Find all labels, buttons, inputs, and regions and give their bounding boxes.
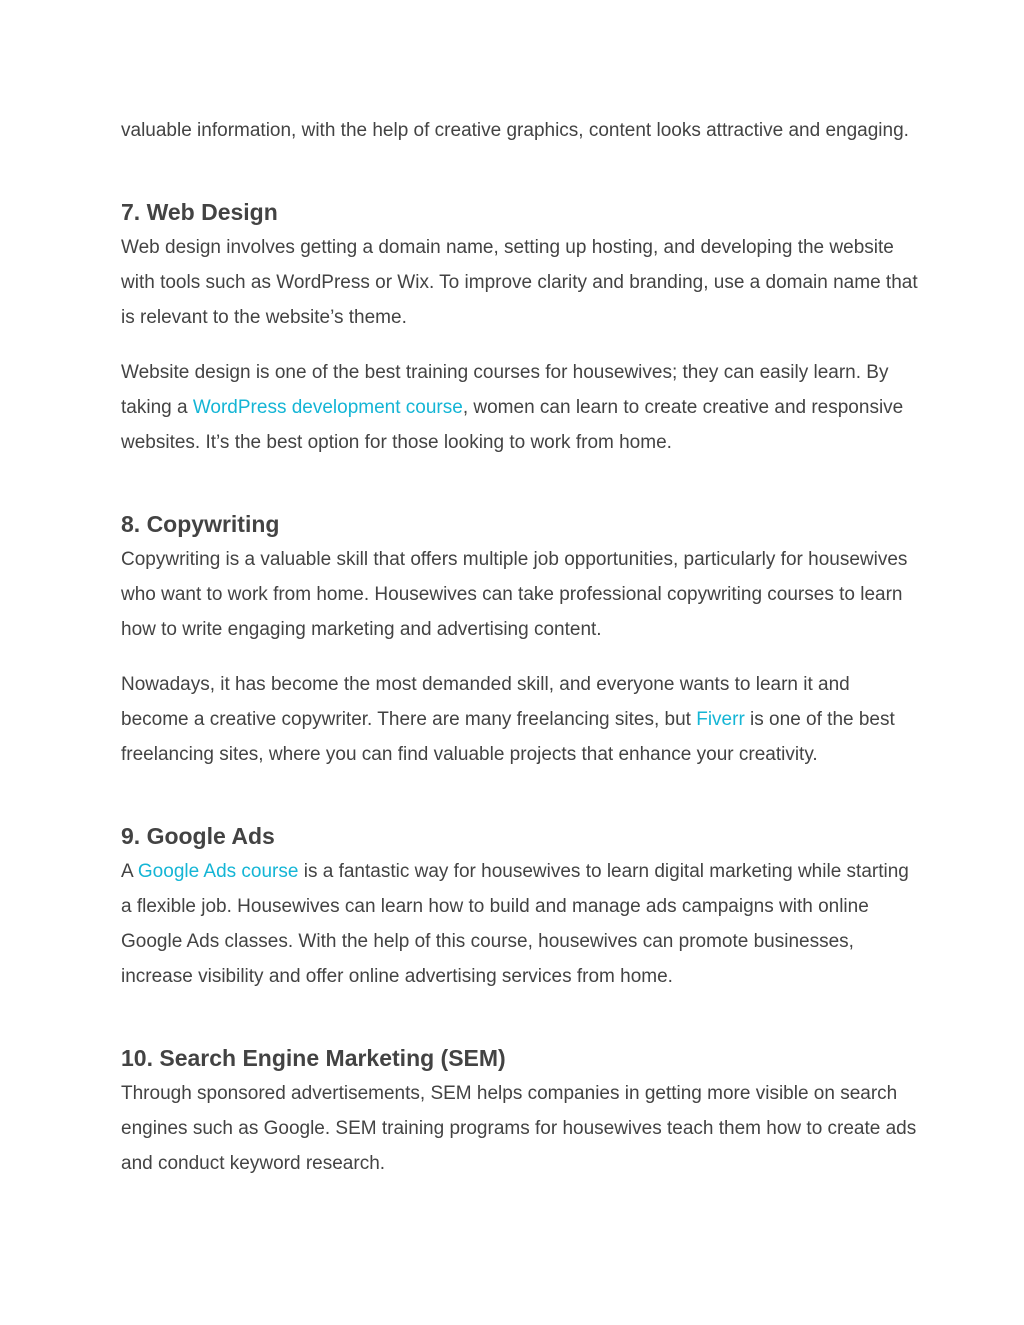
section-heading-copywriting: 8. Copywriting [121, 511, 280, 537]
google-ads-paragraph-1 [121, 854, 921, 994]
web-design-paragraph-1: Web design involves getting a domain name, setting up hosting, and developing the website with tools such as WordPress or Wix. To improve clarity and branding, use a domain name that is relevant to the website’s theme. [121, 237, 918, 328]
copywriting-paragraph-1: Copywriting is a valuable skill that offers multiple job opportunities, particularly for housewives who want to work from home. Housewives can take professional copywriting courses to learn how to write engaging marketing and advertising content. [121, 549, 908, 640]
section-web-design [121, 194, 921, 460]
google-ads-p1-text-before: A [121, 861, 138, 882]
section-sem [121, 1040, 921, 1181]
copywriting-p2-text-before: Nowadays, it has become the most demanded skill, and everyone wants to learn it and become a creative copywriter. There are many freelancing sites, but [121, 674, 850, 730]
section-google-ads [121, 818, 921, 994]
google-ads-course-link[interactable]: Google Ads course [137, 861, 299, 882]
section-copywriting [121, 506, 921, 772]
web-design-paragraph-2 [121, 355, 921, 460]
fiverr-link[interactable]: Fiverr [696, 709, 745, 730]
copywriting-p2-text-after: is one of the best freelancing sites, where you can find valuable projects that enhance your creativity. [121, 709, 895, 765]
section-heading-web-design: 7. Web Design [121, 199, 278, 225]
document-page [121, 113, 921, 1227]
intro-paragraph: valuable information, with the help of creative graphics, content looks attractive and engaging. [121, 120, 909, 141]
copywriting-paragraph-2 [121, 667, 921, 772]
google-ads-p1-text-after: is a fantastic way for housewives to learn digital marketing while starting a flexible job. Housewives can learn how to build and manage ads campaigns with online Google Ads classes. With the help of this course, housewives can promote businesses, increase visibility and offer online advertising services from home. [121, 861, 909, 987]
section-heading-google-ads: 9. Google Ads [121, 823, 275, 849]
section-heading-sem: 10. Search Engine Marketing (SEM) [121, 1045, 506, 1071]
web-design-p2-text-after: , women can learn to create creative and responsive websites. It’s the best option for those looking to work from home. [121, 397, 904, 453]
web-design-p2-text-before: Website design is one of the best training courses for housewives; they can easily learn. By taking a [121, 362, 889, 418]
wordpress-course-link[interactable]: WordPress development course [192, 397, 463, 418]
sem-paragraph-1: Through sponsored advertisements, SEM helps companies in getting more visible on search engines such as Google. SEM training programs for housewives teach them how to create ads and conduct keyword research. [121, 1083, 917, 1174]
